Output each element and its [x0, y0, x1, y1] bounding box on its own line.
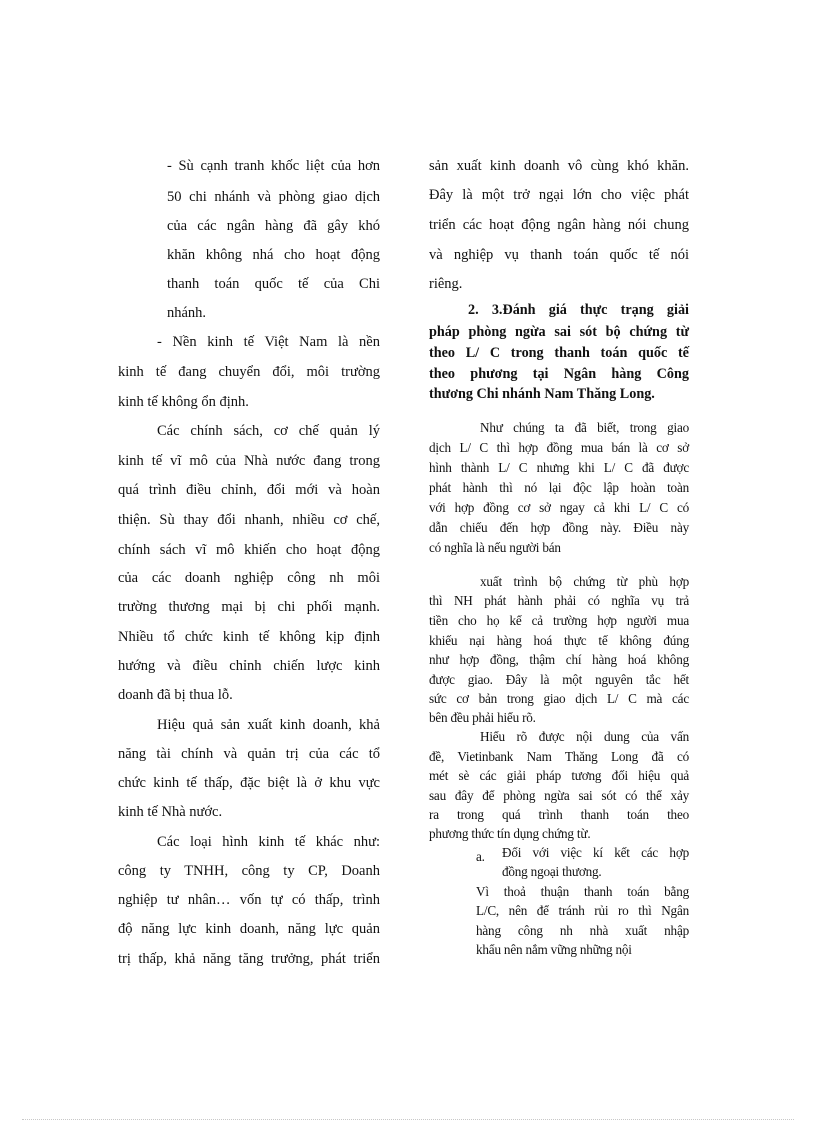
text-line: và nghiệp vụ thanh toán quốc tế nói: [429, 247, 689, 263]
text-line: sau đây để phòng ngừa sai sót có thể xảy: [429, 788, 689, 803]
text-line: khiếu nại hàng hoá thực tế không đúng: [429, 633, 689, 648]
text-line: với hợp đồng cơ sở ngay cả khi L/ C có: [429, 500, 689, 515]
text-line: kinh tế vĩ mô của Nhà nước đang trong: [118, 453, 380, 469]
text-line: thiện. Sù thay đổi nhanh, nhiều cơ chế,: [118, 512, 380, 528]
heading-line: pháp phòng ngừa sai sót bộ chứng từ: [429, 324, 689, 340]
text-line: nhánh.: [167, 305, 207, 321]
text-line: triển các hoạt động ngân hàng nói chung: [429, 217, 689, 233]
page-bottom-divider: [22, 1119, 794, 1120]
text-line: được giao. Đây là một nguyên tắc hết: [429, 672, 689, 687]
list-item-text: Đối với việc kí kết các hợp: [502, 845, 689, 860]
text-line: sản xuất kinh doanh vô cùng khó khăn.: [429, 158, 689, 174]
heading-line: 2. 3.Đánh giá thực trạng giải: [468, 302, 689, 318]
text-line: Các loại hình kinh tế khác như:: [157, 834, 380, 850]
text-line: Hiệu quả sản xuất kinh doanh, khả: [157, 717, 380, 733]
text-line: Vì thoả thuận thanh toán bằng: [476, 884, 689, 899]
text-line: kinh tế Nhà nước.: [118, 804, 223, 820]
text-line: Hiểu rõ được nội dung của vấn: [480, 729, 689, 744]
text-line: ra trong quá trình thanh toán theo: [429, 807, 689, 822]
list-item-text: đồng ngoại thương.: [502, 864, 602, 879]
heading-line: thương Chi nhánh Nam Thăng Long.: [429, 386, 655, 402]
text-line: Đây là một trở ngại lớn cho việc phát: [429, 187, 689, 203]
text-line: trường thương mại bị chi phối mạnh.: [118, 599, 380, 615]
text-line: thì NH phát hành phải có nghĩa vụ trả: [429, 593, 689, 608]
text-line: quá trình điều chỉnh, đổi mới và hoàn: [118, 482, 380, 498]
text-line: có nghĩa là nếu người bán: [429, 540, 561, 555]
text-line: doanh đã bị thua lỗ.: [118, 687, 233, 703]
text-line: công ty TNHH, công ty CP, Doanh: [118, 863, 380, 879]
text-line: như hợp đồng, thậm chí hàng hoá không: [429, 652, 689, 667]
text-line: dịch L/ C thì hợp đồng mua bán là cơ sở: [429, 440, 689, 455]
text-line: kinh tế đang chuyển đổi, môi trường: [118, 364, 380, 380]
text-line: của các doanh nghiệp công nh môi: [118, 570, 380, 586]
text-line: chính sách vĩ mô khiến cho hoạt động: [118, 542, 380, 558]
text-line: sức cơ bản trong giao dịch L/ C mà các: [429, 691, 689, 706]
text-line: hàng công nh nhà xuất nhập: [476, 923, 689, 938]
text-line: tiền cho họ kể cả trường hợp người mua: [429, 613, 689, 628]
text-line: xuất trình bộ chứng từ phù hợp: [480, 574, 689, 589]
text-line: phát hành thì nó lại độc lập hoàn toàn: [429, 480, 689, 495]
text-line: Như chúng ta đã biết, trong giao: [480, 420, 689, 435]
text-line: độ năng lực kinh doanh, năng lực quản: [118, 921, 380, 937]
text-line: phương thức tín dụng chứng từ.: [429, 826, 591, 841]
heading-line: theo phương tại Ngân hàng Công: [429, 366, 689, 382]
text-line: chức kinh tế thấp, đặc biệt là ở khu vực: [118, 775, 380, 791]
text-line: hướng và điều chỉnh chiến lược kinh: [118, 658, 380, 674]
text-line: của các ngân hàng đã gây khó: [167, 218, 380, 234]
text-line: dẫn chiếu đến hợp đồng này. Điều này: [429, 520, 689, 535]
text-line: hình thành L/ C nhưng khi L/ C đã được: [429, 460, 689, 475]
text-line: L/C, nên để tránh rủi ro thì Ngân: [476, 903, 689, 918]
text-line: kinh tế không ổn định.: [118, 394, 249, 410]
text-line: đề, Vietinbank Nam Thăng Long đã có: [429, 749, 689, 764]
text-line: thanh toán quốc tế của Chi: [167, 276, 380, 292]
text-line: năng tài chính và quản trị của các tổ: [118, 746, 380, 762]
list-marker: a.: [476, 849, 485, 864]
heading-line: theo L/ C trong thanh toán quốc tế: [429, 345, 689, 361]
text-line: - Sù cạnh tranh khốc liệt của hơn: [167, 158, 380, 174]
text-line: mét sè các giải pháp tương đối hiệu quả: [429, 768, 689, 783]
text-line: Nhiều tổ chức kinh tế không kịp định: [118, 629, 380, 645]
text-line: - Nền kinh tế Việt Nam là nền: [157, 334, 380, 350]
text-line: khẩu nên nắm vững những nội: [476, 942, 632, 957]
text-line: riêng.: [429, 276, 463, 292]
text-line: nghiệp tư nhân… vốn tự có thấp, trình: [118, 892, 380, 908]
text-line: 50 chi nhánh và phòng giao dịch: [167, 189, 380, 205]
text-line: trị thấp, khả năng tăng trưởng, phát triển: [118, 951, 380, 967]
text-line: bên đều phải hiểu rõ.: [429, 710, 536, 725]
text-line: Các chính sách, cơ chế quản lý: [157, 423, 380, 439]
text-line: khăn không nhá cho hoạt động: [167, 247, 380, 263]
